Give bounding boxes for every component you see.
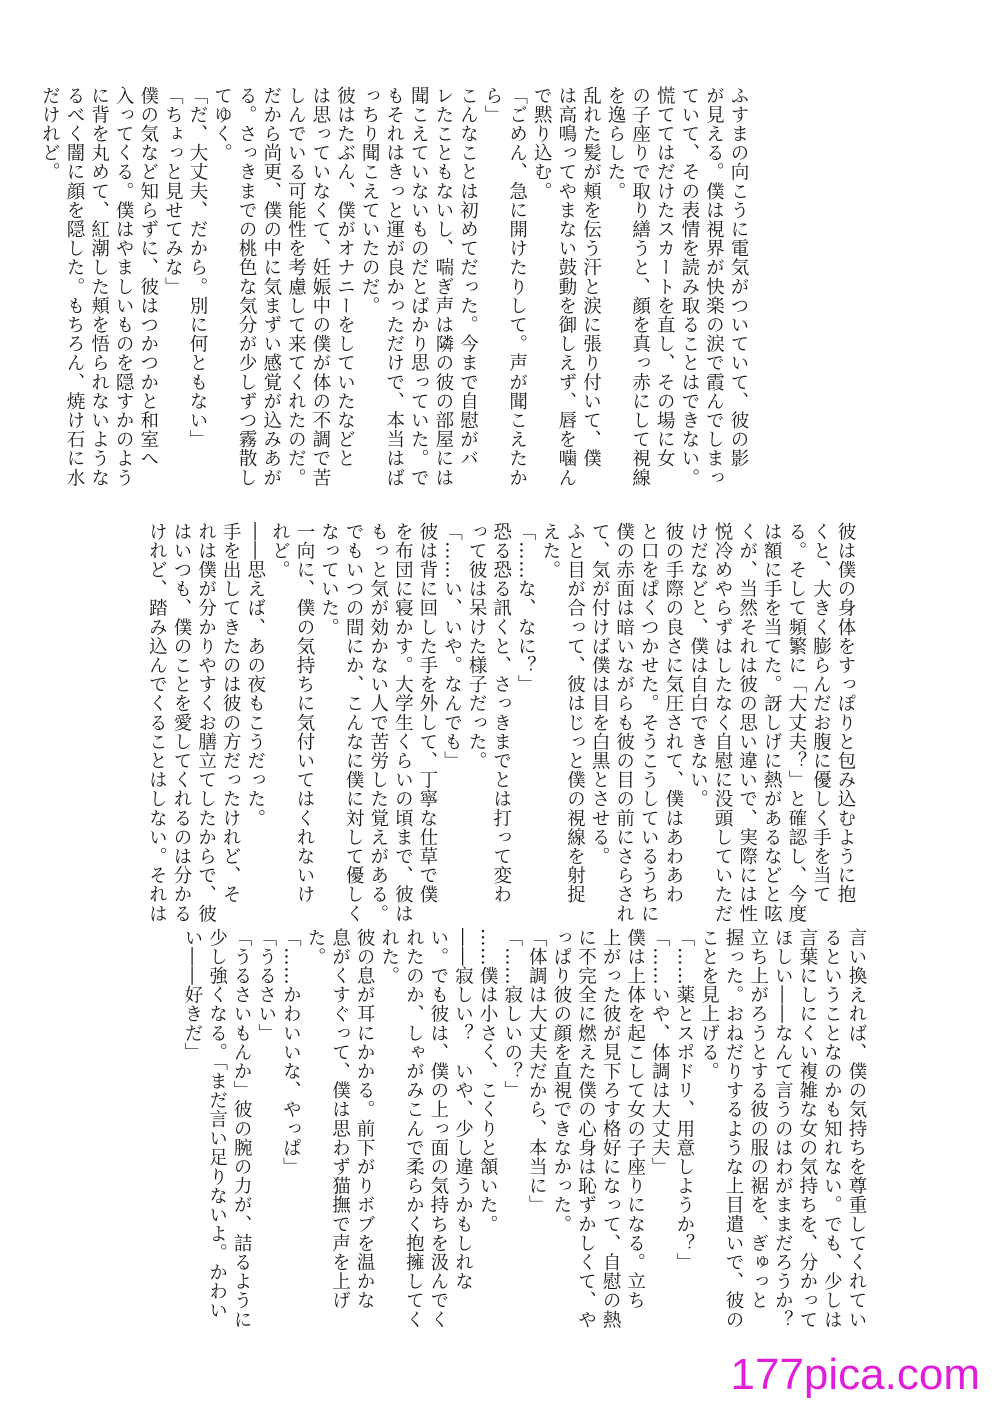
text-line: 握った。おねだりするような上目遣いで、彼の — [723, 928, 745, 1330]
text-line: るべく闇に顔を隠した。もちろん、焼け石に水 — [63, 86, 85, 488]
text-line: しんでいる可能性を考慮して来てくれたのだ。 — [285, 86, 307, 488]
text-line: 恐る恐る訊くと、さっきまでとは打って変わ — [490, 522, 512, 904]
text-line: ほしい――なんて言うのはわがままだろうか？ — [772, 928, 794, 1330]
text-line: ていて、その表情を読み取ることはできない。 — [678, 86, 700, 488]
text-line: ふと目が合って、彼はじっと僕の視線を射捉 — [564, 522, 586, 904]
text-line: 彼の手際の良さに気圧されて、僕はあわあわ — [662, 522, 684, 904]
text-line: 慌ててはだけたスカートを直し、その場に女 — [654, 86, 676, 468]
text-line: 立ち上がろうとする彼の服の裾を、ぎゅっと — [747, 928, 769, 1310]
text-line: 上がった彼が見下ろす格好になって、自慰の熱 — [600, 928, 622, 1330]
text-line: 悦冷めやらずはしたなく自慰に没頭していただ — [712, 522, 734, 924]
text-line: の子座りで取り繕うと、顔を真っ赤にして視線 — [629, 86, 651, 488]
text-line: で黙り込む。 — [531, 86, 553, 201]
text-line: ……僕は小さく、こくりと頷いた。 — [477, 928, 499, 1234]
text-line: ――寂しい？ いや、少し違うかもしれな — [452, 928, 474, 1291]
text-line: 息がくすぐって、僕は思わず猫撫で声を上げ — [329, 928, 351, 1310]
text-line: こんなことは初めてだった。今まで自慰がバ — [457, 86, 479, 468]
text-line: くと、大きく膨らんだお腹に優しく手を当て — [810, 522, 832, 904]
text-line: れど。 — [269, 522, 291, 580]
text-line: 「体調は大丈夫だから、本当に」 — [526, 928, 548, 1215]
text-line: 「……い、いや。なんでも」 — [441, 522, 463, 771]
text-line: 彼は僕の身体をすっぽりと包み込むように抱 — [835, 522, 856, 904]
text-line: れた。 — [378, 928, 400, 986]
text-line: 彼の息が耳にかかる。前下がりボブを温かな — [354, 928, 376, 1310]
text-line: くが、当然それは彼の思い違いで、実際には性 — [736, 522, 758, 924]
text-line: けだなどと、僕は自白できない。 — [687, 522, 709, 809]
text-line: に背を丸めて、紅潮した頬を悟られないような — [88, 86, 110, 488]
text-line: 入ってくる。僕はやましいものを隠すかのよう — [113, 86, 135, 488]
text-line: 乱れた髪が頬を伝う汗と涙に張り付いて、僕 — [580, 86, 602, 468]
text-line: 僕の赤面は暗いながらも彼の目の前にさらされ — [613, 522, 635, 924]
text-line: る。さっきまでの桃色な気分が少しずつ霧散し — [236, 86, 258, 488]
site-watermark: 177pica.com — [730, 1350, 980, 1399]
text-line: るということなのかも知れない。でも、少しは — [821, 928, 843, 1330]
text-line: れたのか、しゃがみこんで柔らかく抱擁してく — [403, 928, 425, 1330]
text-line: が見える。僕は視界が快楽の涙で霞んでしまっ — [703, 86, 725, 488]
text-line: 一向に、僕の気持ちに気付いてはくれないけ — [293, 522, 315, 904]
text-line: 「うるさいもんか」彼の腕の力が、詰るように — [231, 928, 253, 1330]
text-line: は高鳴ってやまない鼓動を御しえず、唇を噛ん — [555, 86, 577, 488]
text-line: を布団に寝かす。大学生くらいの頃まで、彼は — [392, 522, 414, 924]
text-line: だから尚更、僕の中に気まずい感覚が込みあが — [260, 86, 282, 488]
text-line: と口をぱくつかせた。そうこうしているうちに — [638, 522, 660, 924]
text-block-top — [39, 86, 750, 511]
text-line: 「ちょっと見せてみな」 — [162, 86, 184, 297]
text-line: た。 — [304, 928, 326, 967]
text-line: 彼は背に回した手を外して、丁寧な仕草で僕 — [416, 522, 438, 904]
text-line: て、気が付けば僕は目を白黒とさせる。 — [589, 522, 611, 866]
text-line: ――思えば、あの夜もこうだった。 — [244, 522, 266, 828]
text-line: てゆく。 — [211, 86, 233, 163]
text-line: もっと気が効かない人で苦労した覚えがある。 — [367, 522, 389, 924]
text-block-middle — [137, 522, 857, 924]
text-line: けれど、踏み込んでくることはしない。それは — [146, 522, 168, 924]
text-line: なっていた。 — [318, 522, 340, 637]
text-line: は額に手を当てた。訝しげに熱があるなどと呟 — [761, 522, 783, 924]
text-line: を逸らした。 — [605, 86, 627, 201]
text-line: 「……かわいいな、やっぱ」 — [280, 928, 302, 1177]
text-line: 言葉にしにくい複雑な女の気持ちを、分かって — [796, 928, 818, 1330]
text-line: ことを見上げる。 — [698, 928, 720, 1081]
text-line: 「うるさい」 — [255, 928, 277, 1043]
text-line: レたこともないし、喘ぎ声は隣の彼の部屋には — [432, 86, 454, 488]
text-line: 「……いや、体調は大丈夫」 — [649, 928, 671, 1177]
text-line: 聞こえていないものだとばかり思っていた。で — [408, 86, 430, 488]
text-line: 僕は上体を起こして女の子座りになる。立ち — [624, 928, 646, 1310]
text-line: は思っていなくて、妊娠中の僕が体の不調で苦 — [309, 86, 331, 488]
text-line: 「だ、大丈夫、だから。別に何ともない」 — [186, 86, 208, 449]
text-line: もそれはきっと運が良かっただけで、本当はば — [383, 86, 405, 488]
text-line: い。でも彼は、僕の上っ面の気持ちを汲んでく — [427, 928, 449, 1330]
text-line: っちり聞こえていたのだ。 — [359, 86, 381, 316]
text-line: えた。 — [539, 522, 561, 580]
text-line: 「……薬とスポドリ、用意しようか？」 — [673, 928, 695, 1272]
text-line: 手を出してきたのは彼の方だったけれど、そ — [220, 522, 242, 904]
text-line: だけれど。 — [39, 86, 61, 182]
text-line: 「……な、なに？」 — [515, 522, 537, 694]
text-block-bottom — [148, 928, 868, 1328]
text-line: っぱり彼の顔を直視できなかった。 — [550, 928, 572, 1234]
text-line: って彼は呆けた様子だった。 — [466, 522, 488, 771]
text-line: 「ごめん、急に開けたりして。声が聞こえたか — [506, 86, 528, 488]
text-line: 僕の気など知らずに、彼はつかつかと和室へ — [137, 86, 159, 468]
text-line: に不完全に燃えた僕の心身は恥ずかしくて、や — [575, 928, 597, 1330]
text-line: はいつも、僕のことを愛してくれるのは分かる — [170, 522, 192, 924]
text-line: る。そして頻繁に「大丈夫？」と確認し、今度 — [785, 522, 807, 924]
text-line: 彼はたぶん、僕がオナニーをしていたなどと — [334, 86, 356, 468]
text-line: 「……寂しいの？」 — [501, 928, 523, 1100]
text-line: れは僕が分かりやすくお膳立てしたからで、彼 — [195, 522, 217, 924]
text-line: い――好きだ」 — [181, 928, 203, 1062]
text-line: ふすまの向こうに電気がついていて、彼の影 — [728, 86, 749, 468]
text-line: 言い換えれば、僕の気持ちを尊重してくれてい — [846, 928, 867, 1330]
text-line: 少し強くなる。「まだ言い足りないよ。かわい — [206, 928, 228, 1320]
text-line: ら」 — [482, 86, 504, 125]
text-line: でもいつの間にか、こんなに僕に対して優しく — [343, 522, 365, 924]
